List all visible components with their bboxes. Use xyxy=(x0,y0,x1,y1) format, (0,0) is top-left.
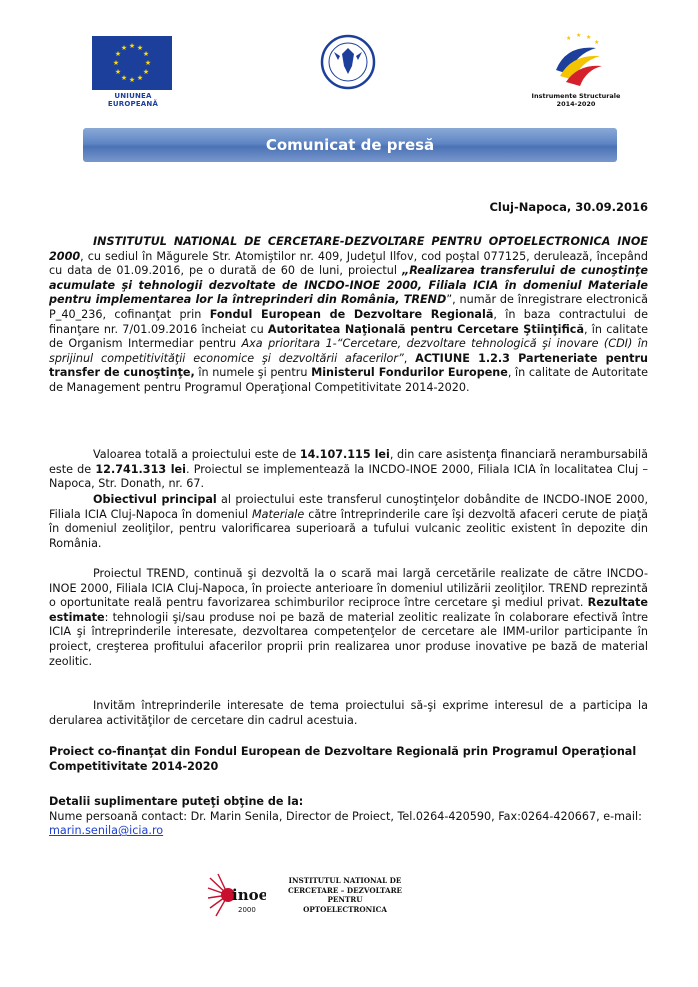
svg-text:★: ★ xyxy=(586,34,592,41)
results-label: Rezultate estimate xyxy=(49,596,648,624)
svg-text:★: ★ xyxy=(142,50,150,58)
inoe-logo xyxy=(206,870,266,920)
inst-line3: OPTOELECTRONICA xyxy=(303,904,387,914)
svg-text:★: ★ xyxy=(142,68,150,76)
text-span: , cu sediul în Măgurele Str. Atomiştilor nr. 409, Judeţul Ilfov, cod poştal 077125, derulează, începând cu data de 01.09.2016, pe o durată de 60 de luni, proiectul xyxy=(49,249,648,278)
text-span: ”, număr de înregistrare electronică P_40_236, cofinanţat prin xyxy=(49,293,648,321)
press-release-banner xyxy=(83,128,617,162)
paragraph-invitation: Invităm întreprinderile interesate de tema proiectului să-şi exprime interesul de a participa la derularea activităţilor de cercetare din cadrul acestuia. xyxy=(49,699,648,727)
svg-text:★: ★ xyxy=(576,32,582,39)
svg-text:★: ★ xyxy=(144,59,152,67)
grant-value: 12.741.313 lei xyxy=(95,462,186,476)
paragraph-objective xyxy=(49,493,648,551)
text-span: către întreprinderile care îşi dezvoltă afaceri cerute de piaţă în domeniul zeoliţilor, pentru valorificarea superioară a tufului vulcanic zeolitic existent în depozite din România. xyxy=(49,507,648,550)
materials-term: Materiale xyxy=(251,507,305,521)
text-span: , în baza contractului de finanţare nr. 7/01.09.2016 încheiat cu xyxy=(49,307,648,336)
contact-details xyxy=(49,795,648,839)
paragraph-budget xyxy=(49,448,648,492)
svg-text:★: ★ xyxy=(566,35,572,42)
text-span: în numele şi pentru xyxy=(194,366,312,380)
text-span: Valoarea totală a proiectului este de xyxy=(93,448,300,461)
document-date: Cluj-Napoca, 30.09.2016 xyxy=(489,200,648,214)
institute-name: INSTITUTUL NATIONAL DE CERCETARE-DEZVOLTARE PENTRU OPTOELECTRONICA INOE 2000 xyxy=(49,235,648,263)
fund-name: Fondul European de Dezvoltare Regională xyxy=(209,307,494,321)
text-span: , xyxy=(403,351,416,365)
inoe-logo-word: inoe xyxy=(232,886,266,904)
objective-label: Obiectivul principal xyxy=(93,493,217,506)
ministry-name: Ministerul Fondurilor Europene xyxy=(311,366,508,380)
svg-text:★: ★ xyxy=(128,42,136,50)
svg-text:★: ★ xyxy=(120,44,128,52)
project-title: „Realizarea transferului de cunoştinţe acumulate şi tehnologii dezvoltate de INCDO-INOE 2000, Filiala ICIA în domeniul Materiale pentru implementarea lor la întreprinderi din România, TREND xyxy=(49,264,648,307)
svg-text:★: ★ xyxy=(120,74,128,82)
banner-title: Comunicat de presă xyxy=(265,136,435,154)
is-caption-line1: Instrumente Structurale xyxy=(531,92,621,100)
government-seal-logo xyxy=(320,34,376,90)
text-span: , din care asistenţa financiară nerambursabilă este de xyxy=(49,448,648,476)
inoe-logo-year: 2000 xyxy=(238,906,256,914)
institute-footer-name xyxy=(270,876,420,914)
email-link[interactable]: marin.senila@icia.ro xyxy=(49,824,164,838)
priority-axis: Axa prioritara 1-“Cercetare, dezvoltare tehnologică şi inovare (CDI) în sprijinul competitivităţii economice şi dezvoltării afacerilor” xyxy=(49,337,648,365)
text-span: , în calitate de Organism Intermediar pentru xyxy=(49,322,648,351)
text-span: . Proiectul se implementează la INCDO-INOE 2000, Filiala ICIA în localitatea Cluj – Napoca, Str. Donath, nr. 67. xyxy=(49,462,648,491)
total-value: 14.107.115 lei xyxy=(299,448,390,461)
svg-text:★: ★ xyxy=(112,59,120,67)
inst-line1: INSTITUTUL NATIONAL DE xyxy=(288,876,402,885)
text-span: : tehnologii şi/sau produse noi pe bază de material zeolitic realizate în colaborare efectivă între ICIA şi întreprinderile interesate, dezvoltarea competenţelor de cercetare ale IMM-urilor participante în proiect, creşterea profitului afacerilor proprii prin realizarea unor produse inovative pe bază de material zeolitic. xyxy=(49,610,648,668)
paragraph-trend xyxy=(49,567,648,669)
authority-name: Autoritatea Naţională pentru Cercetare Ştiinţifică xyxy=(267,322,584,336)
text-span: , în calitate de Autoritate de Management pentru Programul Operaţional Competitivitate 2014-2020. xyxy=(49,366,648,394)
text-span: Proiectul TREND, continuă şi dezvoltă la o scară mai largă cercetările realizate de către INCDO-INOE 2000, Filiala ICIA Cluj-Napoca, în proiecte anterioare în domeniul utilizării zeoliţilor. TREND reprezintă o oportunitate reală pentru favorizarea schimburilor reciproce între cercetare şi mediul privat. xyxy=(49,567,648,610)
eu-flag-logo xyxy=(92,36,172,90)
cofinancing-statement: Proiect co-finanţat din Fondul European de Dezvoltare Regională prin Programul Operaţional Competitivitate 2014-2020 xyxy=(49,745,637,773)
structural-instruments-caption xyxy=(520,92,632,108)
svg-text:★: ★ xyxy=(136,74,144,82)
svg-text:★: ★ xyxy=(128,76,136,84)
eu-caption: UNIUNEA EUROPEANĂ xyxy=(107,92,159,108)
svg-text:★: ★ xyxy=(136,44,144,52)
paragraph-intro xyxy=(49,235,648,396)
inst-line2: CERCETARE – DEZVOLTARE PENTRU xyxy=(287,885,403,904)
structural-instruments-logo xyxy=(546,30,606,90)
svg-text:★: ★ xyxy=(114,68,122,76)
contact-text: Nume persoană contact: Dr. Marin Senila, Director de Proiect, Tel.0264-420590, Fax:0264-420667, e-mail: xyxy=(49,809,642,823)
contact-heading: Detalii suplimentare puteţi obţine de la: xyxy=(49,795,304,808)
svg-text:★: ★ xyxy=(594,39,600,46)
text-span: al proiectului este transferul cunoştinţelor dobândite de INCDO-INOE 2000, Filiala ICIA Cluj-Napoca în domeniul xyxy=(49,493,648,521)
is-caption-line2: 2014-2020 xyxy=(556,100,596,108)
action-name: ACTIUNE 1.2.3 Parteneriate pentru transfer de cunoştinţe, xyxy=(49,351,648,380)
svg-text:★: ★ xyxy=(114,50,122,58)
